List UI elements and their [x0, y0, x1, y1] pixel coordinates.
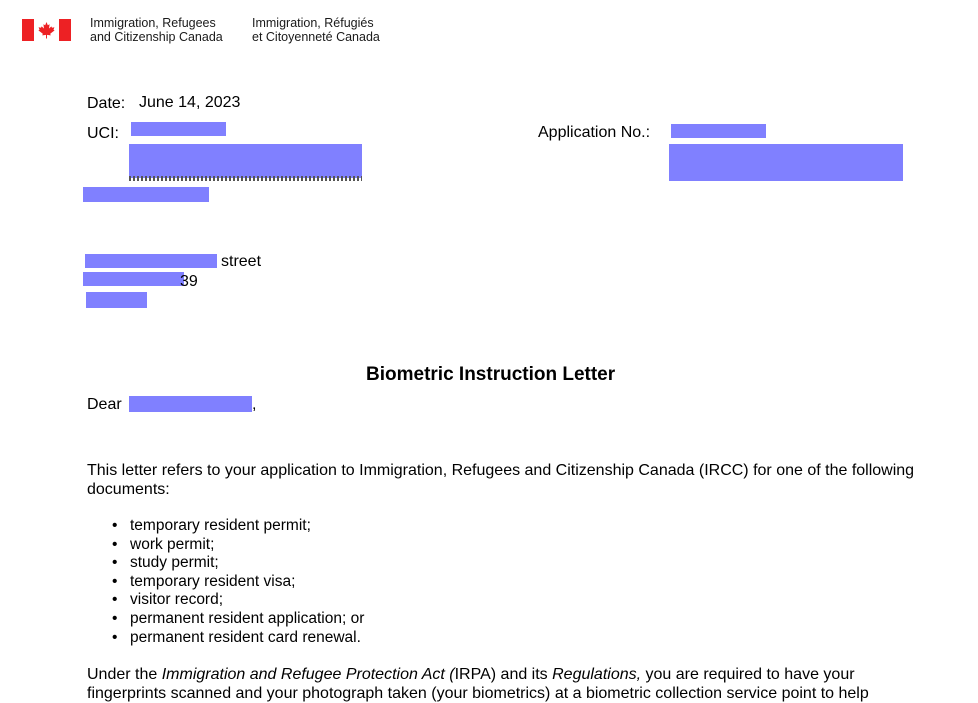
department-fr-line1: Immigration, Réfugiés — [252, 16, 374, 30]
list-item: • study permit; — [104, 554, 364, 573]
irpa-regulations: Regulations, — [552, 666, 642, 683]
department-en-line2: and Citizenship Canada — [90, 30, 223, 44]
barcode-redaction-left — [129, 144, 362, 178]
canada-flag-icon — [22, 19, 71, 41]
list-item: • temporary resident visa; — [104, 573, 364, 592]
uci-redaction — [131, 122, 226, 136]
department-name-fr — [252, 16, 380, 44]
application-number-label: Application No.: — [538, 124, 651, 141]
list-item: • permanent resident application; or — [104, 610, 364, 629]
document-list — [104, 517, 364, 647]
department-en-line1: Immigration, Refugees — [90, 16, 216, 30]
barcode-residue — [129, 176, 362, 181]
irpa-text-e: you are required to have your fingerprints scanned and your photograph taken (your biometrics) at a biometric collection service point to help — [87, 666, 869, 702]
address-line1-suffix: street — [221, 253, 262, 270]
irpa-text-c: IRPA) and its — [454, 666, 553, 683]
list-item: • temporary resident permit; — [104, 517, 364, 536]
address-line2-suffix: 39 — [180, 273, 198, 290]
address-line1-redaction — [85, 254, 217, 268]
irpa-act-name: Immigration and Refugee Protection Act ( — [161, 666, 455, 683]
intro-paragraph: This letter refers to your application to Immigration, Refugees and Citizenship Canada (IRCC) for one of the following documents: — [87, 462, 915, 498]
list-item: • visitor record; — [104, 591, 364, 610]
recipient-name-redaction — [129, 396, 252, 412]
uci-label: UCI: — [87, 125, 119, 142]
irpa-text-a: Under the — [87, 666, 162, 683]
list-item: • permanent resident card renewal. — [104, 629, 364, 648]
barcode-redaction-right — [669, 144, 903, 181]
address-line2-redaction — [83, 272, 184, 286]
letter-title: Biometric Instruction Letter — [366, 364, 616, 385]
name-redaction — [83, 187, 209, 202]
date-value: June 14, 2023 — [139, 94, 241, 111]
list-item: • work permit; — [104, 536, 364, 555]
department-name-en — [90, 16, 223, 44]
irpa-paragraph — [87, 666, 917, 703]
address-line3-redaction — [86, 292, 147, 308]
salutation-comma: , — [252, 396, 257, 413]
salutation: Dear — [87, 396, 122, 413]
application-number-redaction — [671, 124, 766, 138]
department-fr-line2: et Citoyenneté Canada — [252, 30, 380, 44]
date-label: Date: — [87, 95, 126, 112]
